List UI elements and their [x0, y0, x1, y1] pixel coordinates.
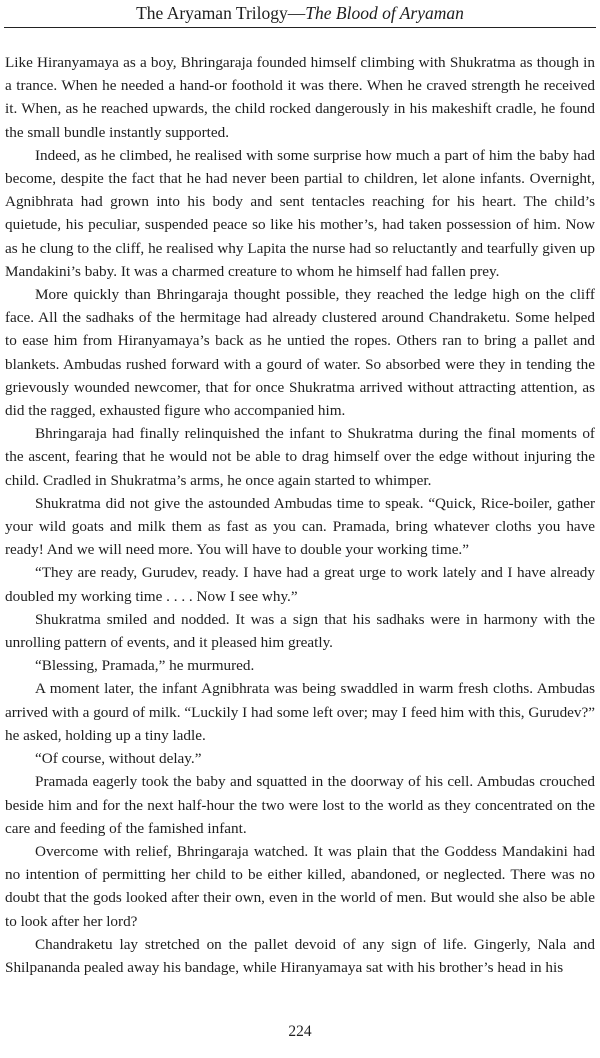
page-number: 224	[288, 1023, 312, 1040]
header-rule	[4, 27, 596, 28]
running-head	[0, 3, 600, 23]
paragraph: “Of course, without delay.”	[35, 750, 202, 768]
body-text	[5, 51, 595, 979]
paragraph: Overcome with relief, Bhringaraja watched. It was plain that the Goddess Mandakini had no intention of permitting her child to be either killed, abandoned, or neglected. There was no doubt that the gods looked after their own, even in the world of men. But would she also be able to look after her lord?	[5, 842, 595, 930]
paragraph: Pramada eagerly took the baby and squatted in the doorway of his cell. Ambudas crouched beside him and for the next half-hour the two were lost to the world as they concentrated on the care and feeding of the famished infant.	[5, 773, 595, 837]
paragraph: Like Hiranyamaya as a boy, Bhringaraja founded himself climbing with Shukratma as though in a trance. When he needed a hand-or foothold it was there. When he craved strength he received it. When, as he reached upwards, the child rocked dangerously in his makeshift cradle, he found the small bundle instantly supported.	[5, 54, 595, 141]
series-title: The Aryaman Trilogy	[136, 3, 288, 23]
title-separator: —	[287, 3, 306, 23]
paragraph: More quickly than Bhringaraja thought possible, they reached the ledge high on the cliff face. All the sadhaks of the hermitage had already clustered around Chandraketu. Some helped to ease him from Hiranyamaya’s back as he untied the ropes. Others ran to bring a pallet and blankets. Ambudas rushed forward with a gourd of water. So absorbed were they in tending the grievously wounded newcomer, that for once Shukratma arrived without attracting attention, as did the ragged, exhausted figure who accompanied him.	[5, 286, 595, 420]
paragraph: “They are ready, Gurudev, ready. I have had a great urge to work lately and I have already doubled my working time . . . . Now I see why.”	[5, 564, 595, 605]
paragraph: Shukratma smiled and nodded. It was a sign that his sadhaks were in harmony with the unrolling pattern of events, and it pleased him greatly.	[5, 610, 595, 652]
paragraph: Shukratma did not give the astounded Ambudas time to speak. “Quick, Rice-boiler, gather your wild goats and milk them as fast as you can. Pramada, bring whatever cloths you have ready! And we will need more. You will have to double your working time.”	[5, 494, 595, 559]
paragraph: A moment later, the infant Agnibhrata was being swaddled in warm fresh cloths. Ambudas arrived with a gourd of milk. “Luckily I had some left over; may I feed him with this, Gurudev?” he asked, holding up a tiny ladle.	[5, 680, 595, 744]
paragraph: Chandraketu lay stretched on the pallet devoid of any sign of life. Gingerly, Nala and Shilpananda pealed away his bandage, while Hiranyamaya sat with his brother’s head in his	[5, 935, 595, 976]
paragraph: “Blessing, Pramada,” he murmured.	[35, 657, 255, 675]
book-title: The Blood of Aryaman	[305, 3, 464, 23]
paragraph: Indeed, as he climbed, he realised with some surprise how much a part of him the baby had become, despite the fact that he had never been partial to children, let alone infants. Overnight, Agnibhrata had grown into his body and sent tentacles reaching for his heart. The child’s quietude, his peculiar, suspended peace so like his mother’s, had taken possession of him. Now as he clung to the cliff, he realised why Lapita the nurse had so reluctantly and tearfully given up Mandakini’s baby. It was a charmed creature to whom he himself had fallen prey.	[5, 146, 595, 280]
paragraph: Bhringaraja had finally relinquished the infant to Shukratma during the final moments of the ascent, fearing that he would not be able to drag himself over the edge without injuring the child. Cradled in Shukratma’s arms, he once again started to whimper.	[5, 425, 595, 489]
